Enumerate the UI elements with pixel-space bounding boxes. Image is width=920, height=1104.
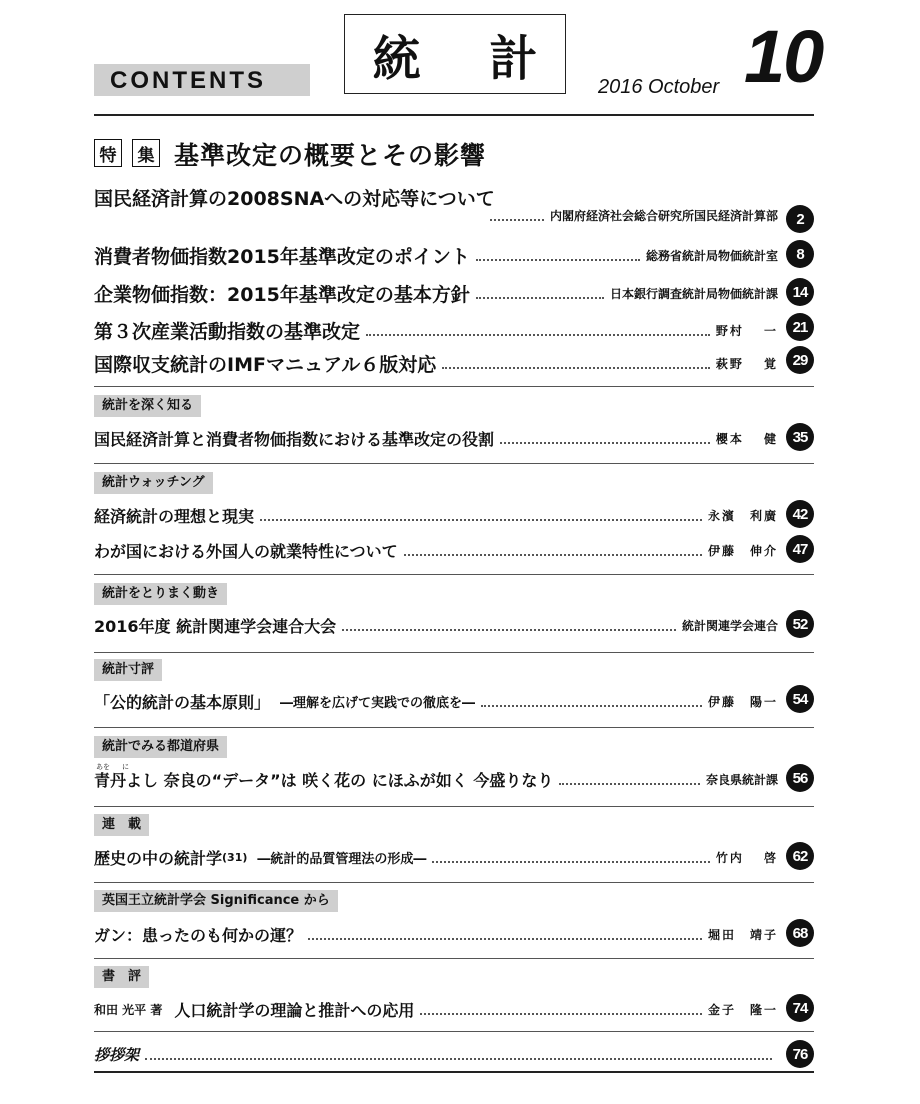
dot-leader xyxy=(432,861,709,863)
toc-entry[interactable] xyxy=(94,539,778,562)
entry-author: 金子 隆一 xyxy=(707,1003,778,1017)
entry-author: 竹内 啓 xyxy=(715,851,778,865)
section-rule xyxy=(94,727,814,728)
section-rule xyxy=(94,882,814,883)
entry-title: 歴史の中の統計学 xyxy=(94,849,223,868)
feature-badge-shu: 集 xyxy=(132,139,160,167)
section-label: 統計を深く知る xyxy=(94,395,201,417)
section-label: 統計でみる都道府県 xyxy=(94,736,227,758)
entry-subtitle: ―統計的品質管理法の形成― xyxy=(257,852,427,867)
section-rule xyxy=(94,574,814,575)
section-rule xyxy=(94,386,814,387)
entry-author: 奈良県統計課 xyxy=(705,773,778,787)
dot-leader xyxy=(308,938,702,940)
entry-title: 企業物価指数：2015年基準改定の基本方針 xyxy=(94,284,470,306)
page-number-badge: 62 xyxy=(786,842,814,870)
entry-author: 永濱 利廣 xyxy=(707,509,778,523)
entry-title: 「公的統計の基本原則」 xyxy=(94,693,271,712)
ruby-text: に xyxy=(122,763,129,771)
page-number-badge: 42 xyxy=(786,500,814,528)
dot-leader xyxy=(442,367,710,369)
entry-title: 経済統計の理想と現実 xyxy=(94,507,255,526)
entry-title: 青丹よし 奈良の“データ”は 咲く花の にほふが如く 今盛りなり xyxy=(94,771,554,790)
toc-entry[interactable] xyxy=(94,768,778,791)
entry-title: 第３次産業活動指数の基準改定 xyxy=(94,321,361,343)
page-number-badge: 29 xyxy=(786,346,814,374)
dot-leader xyxy=(500,442,710,444)
section-label: 書 評 xyxy=(94,966,149,988)
entry-title: 拶拶架 xyxy=(94,1046,140,1064)
toc-entry-author-line xyxy=(94,207,778,224)
page-number-badge: 76 xyxy=(786,1040,814,1068)
page-number-badge: 8 xyxy=(786,240,814,268)
toc-entry[interactable] xyxy=(94,504,778,527)
section-label: 連 載 xyxy=(94,814,149,836)
entry-title: 消費者物価指数2015年基準改定のポイント xyxy=(94,246,470,268)
issue-date: 2016 October xyxy=(598,76,720,98)
entry-author: 萩野 覚 xyxy=(715,357,778,371)
issue-number: 10 xyxy=(744,15,823,98)
section-rule xyxy=(94,652,814,653)
entry-title: 2016年度 統計関連学会連合大会 xyxy=(94,617,337,636)
page-number-badge: 56 xyxy=(786,764,814,792)
toc-entry[interactable] xyxy=(94,427,778,450)
entry-subtitle: ―理解を広げて実践での徹底を― xyxy=(280,696,476,711)
entry-author: 内閣府経済社会総合研究所国民経済計算部 xyxy=(549,209,778,223)
entry-book-author: 和田 光平 著 xyxy=(94,1003,163,1017)
section-rule xyxy=(94,463,814,464)
entry-author: 堀田 靖子 xyxy=(707,928,778,942)
toc-entry[interactable] xyxy=(94,350,778,377)
entry-title: 国民経済計算と消費者物価指数における基準改定の役割 xyxy=(94,430,495,449)
dot-leader xyxy=(420,1013,702,1015)
section-label: 統計寸評 xyxy=(94,659,162,681)
toc-entry[interactable] xyxy=(94,242,778,269)
entry-author: 野村 一 xyxy=(715,324,778,338)
section-label: 英国王立統計学会 Significance から xyxy=(94,890,338,912)
toc-entry[interactable] xyxy=(94,846,778,869)
page-number-badge: 21 xyxy=(786,313,814,341)
section-rule xyxy=(94,958,814,959)
toc-entry[interactable] xyxy=(94,690,778,713)
entry-author: 櫻本 健 xyxy=(715,432,778,446)
page-number-badge: 52 xyxy=(786,610,814,638)
magazine-title: 統 計 xyxy=(372,30,564,87)
toc-entry[interactable] xyxy=(94,923,778,946)
toc-entry[interactable] xyxy=(94,614,778,637)
section-rule xyxy=(94,806,814,807)
dot-leader xyxy=(559,783,700,785)
dot-leader xyxy=(476,259,640,261)
section-label: 統計ウォッチング xyxy=(94,472,213,494)
toc-entry[interactable] xyxy=(94,998,778,1021)
page-number-badge: 35 xyxy=(786,423,814,451)
contents-label xyxy=(94,64,310,96)
entry-author: 伊藤 伸介 xyxy=(707,544,778,558)
entry-title-suffix: (31) xyxy=(222,851,248,864)
dot-leader xyxy=(260,519,702,521)
section-label: 統計をとりまく動き xyxy=(94,583,227,605)
page-number-badge: 68 xyxy=(786,919,814,947)
section-rule xyxy=(94,1031,814,1032)
magazine-title-box xyxy=(344,14,566,94)
page-number-badge: 14 xyxy=(786,278,814,306)
dot-leader xyxy=(490,219,544,221)
entry-title: 国民経済計算の2008SNAへの対応等について xyxy=(94,188,495,210)
entry-title: わが国における外国人の就業特性について xyxy=(94,542,398,561)
top-rule xyxy=(94,114,814,116)
entry-title: 国際収支統計のIMFマニュアル６版対応 xyxy=(94,354,437,376)
feature-badge-toku: 特 xyxy=(94,139,122,167)
entry-author: 日本銀行調査統計局物価統計課 xyxy=(609,287,778,301)
entry-title: 人口統計学の理論と推計への応用 xyxy=(174,1001,415,1020)
dot-leader xyxy=(481,705,702,707)
dot-leader xyxy=(476,297,604,299)
entry-title: ガン：患ったのも何かの運？ xyxy=(94,926,303,945)
entry-author: 伊藤 陽一 xyxy=(707,695,778,709)
page-number-badge: 74 xyxy=(786,994,814,1022)
feature-title: 基準改定の概要とその影響 xyxy=(174,141,487,170)
toc-entry[interactable] xyxy=(94,317,778,344)
page-number-badge: 2 xyxy=(786,205,814,233)
toc-entry[interactable] xyxy=(94,1044,778,1065)
ruby-text: あを xyxy=(96,763,110,771)
toc-entry[interactable] xyxy=(94,280,778,307)
page-number-badge: 54 xyxy=(786,685,814,713)
page-number-badge: 47 xyxy=(786,535,814,563)
bottom-rule xyxy=(94,1071,814,1073)
entry-author: 総務省統計局物価統計室 xyxy=(645,249,778,263)
dot-leader xyxy=(342,629,676,631)
dot-leader xyxy=(404,554,702,556)
entry-author: 統計関連学会連合 xyxy=(681,619,778,633)
dot-leader xyxy=(145,1058,772,1060)
contents-label-text: CONTENTS xyxy=(110,67,266,94)
dot-leader xyxy=(366,334,710,336)
